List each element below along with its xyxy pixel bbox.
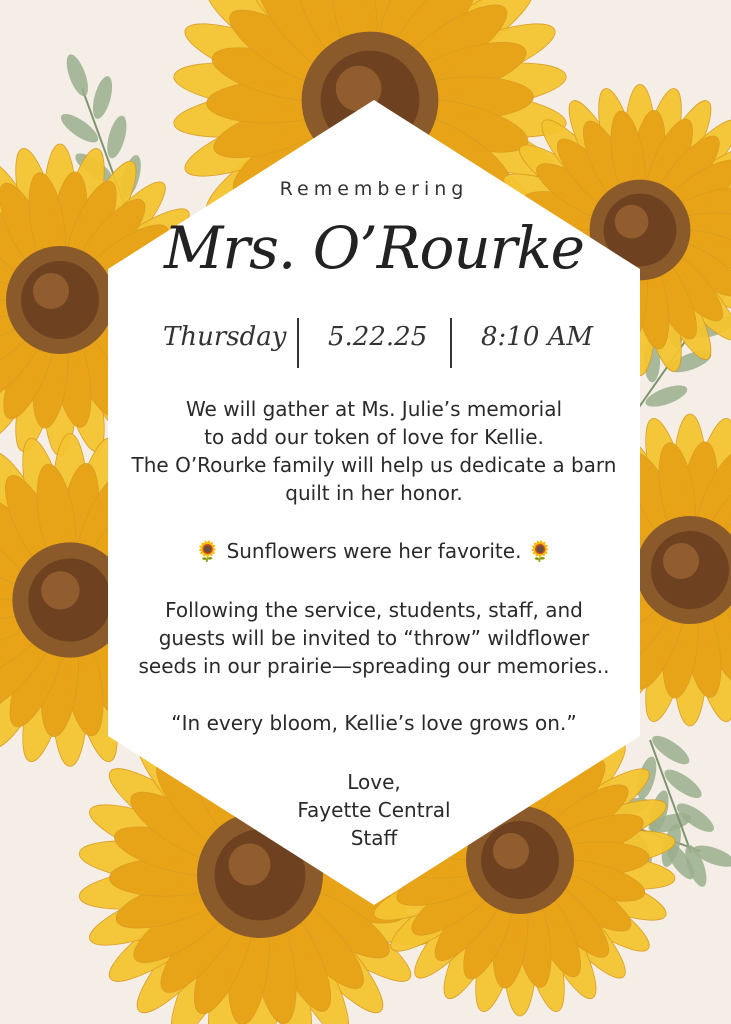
signature: [108, 768, 640, 852]
favorite-flower-line: [108, 537, 640, 565]
text-line: The O’Rourke family will help us dedicate a barn: [131, 453, 617, 477]
gathering-paragraph: [108, 395, 640, 507]
divider: [297, 318, 299, 368]
text-line: to add our token of love for Kellie.: [204, 425, 544, 449]
event-day: Thursday: [163, 322, 287, 352]
text-line: seeds in our prairie—spreading our memories..: [138, 654, 610, 678]
text-line: We will gather at Ms. Julie’s memorial: [185, 397, 563, 421]
honoree-name: Mrs. O’Rourke: [164, 214, 584, 282]
divider: [450, 318, 452, 368]
signature-line: Love,: [347, 770, 401, 794]
remembering-heading: Remembering: [279, 178, 469, 200]
event-date: 5.22.25: [328, 322, 428, 352]
quote: “In every bloom, Kellie’s love grows on.”: [171, 711, 577, 735]
sunflower-icon: 🌻: [527, 539, 553, 563]
text-line: quilt in her honor.: [285, 481, 463, 505]
favorite-text: Sunflowers were her favorite.: [226, 539, 522, 563]
text-line: guests will be invited to “throw” wildflower: [158, 626, 590, 650]
event-details-row: [108, 318, 640, 368]
service-paragraph: [108, 596, 640, 680]
signature-line: Fayette Central: [297, 798, 451, 822]
invitation-text: [108, 0, 640, 1024]
signature-line: Staff: [350, 826, 398, 850]
sunflower-icon: 🌻: [195, 539, 221, 563]
event-time: 8:10 AM: [481, 322, 594, 352]
text-line: Following the service, students, staff, and: [165, 598, 583, 622]
